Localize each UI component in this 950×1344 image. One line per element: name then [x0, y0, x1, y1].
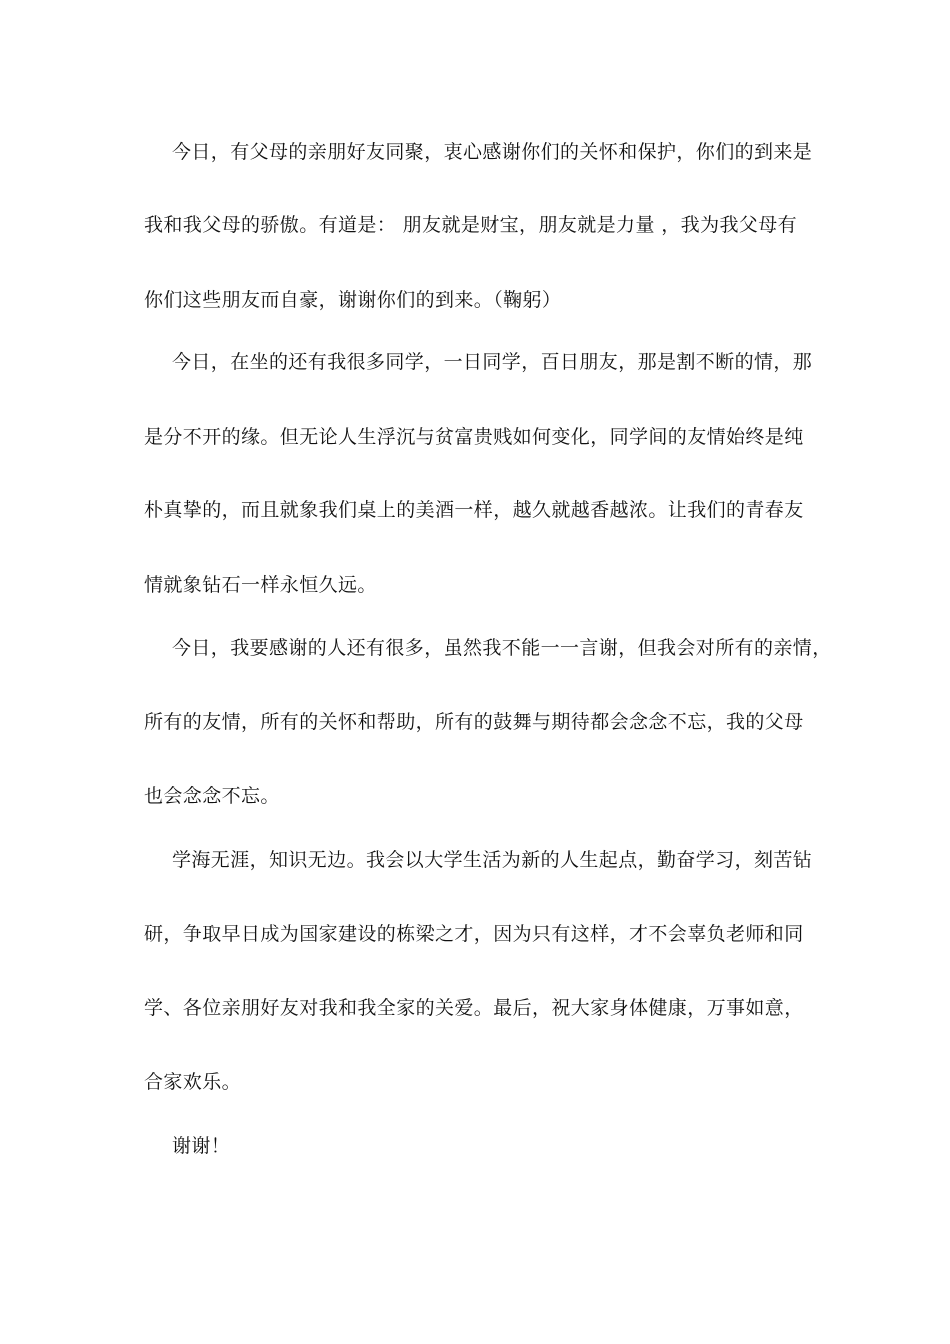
- paragraph-3-line-2: 所有的友情，所有的关怀和帮助，所有的鼓舞与期待都会念念不忘，我的父母: [144, 711, 804, 733]
- paragraph-2-line-2: 是分不开的缘。但无论人生浮沉与贫富贵贱如何变化，同学间的友情始终是纯: [144, 426, 804, 448]
- paragraph-1-line-3: 你们这些朋友而自豪，谢谢你们的到来。（鞠躬）: [144, 289, 562, 311]
- paragraph-4-line-4: 合家欢乐。: [144, 1071, 242, 1093]
- paragraph-4-line-2: 研，争取早日成为国家建设的栋梁之才，因为只有这样，才不会辜负老师和同: [144, 923, 804, 945]
- paragraph-2-line-4: 情就象钻石一样永恒久远。: [144, 574, 377, 596]
- paragraph-4-line-1: 学海无涯，知识无边。我会以大学生活为新的人生起点，勤奋学习，刻苦钻: [172, 849, 813, 871]
- paragraph-2-line-3: 朴真挚的，而且就象我们桌上的美酒一样，越久就越香越浓。让我们的青春友: [144, 499, 804, 521]
- paragraph-3-line-1: 今日，我要感谢的人还有很多，虽然我不能一一言谢，但我会对所有的亲情，: [172, 637, 832, 659]
- paragraph-5-line-1: 谢谢！: [172, 1135, 231, 1157]
- paragraph-2-line-1: 今日，在坐的还有我很多同学，一日同学，百日朋友，那是割不断的情，那: [172, 351, 813, 373]
- paragraph-4-line-3: 学、各位亲朋好友对我和我全家的关爱。最后，祝大家身体健康，万事如意，: [144, 997, 804, 1019]
- paragraph-1-line-1: 今日，有父母的亲朋好友同聚，衷心感谢你们的关怀和保护，你们的到来是: [172, 141, 813, 163]
- paragraph-3-line-3: 也会念念不忘。: [144, 785, 280, 807]
- paragraph-1-line-2: 我和我父母的骄傲。有道是： 朋友就是财宝，朋友就是力量 ，我为我父母有: [144, 214, 798, 236]
